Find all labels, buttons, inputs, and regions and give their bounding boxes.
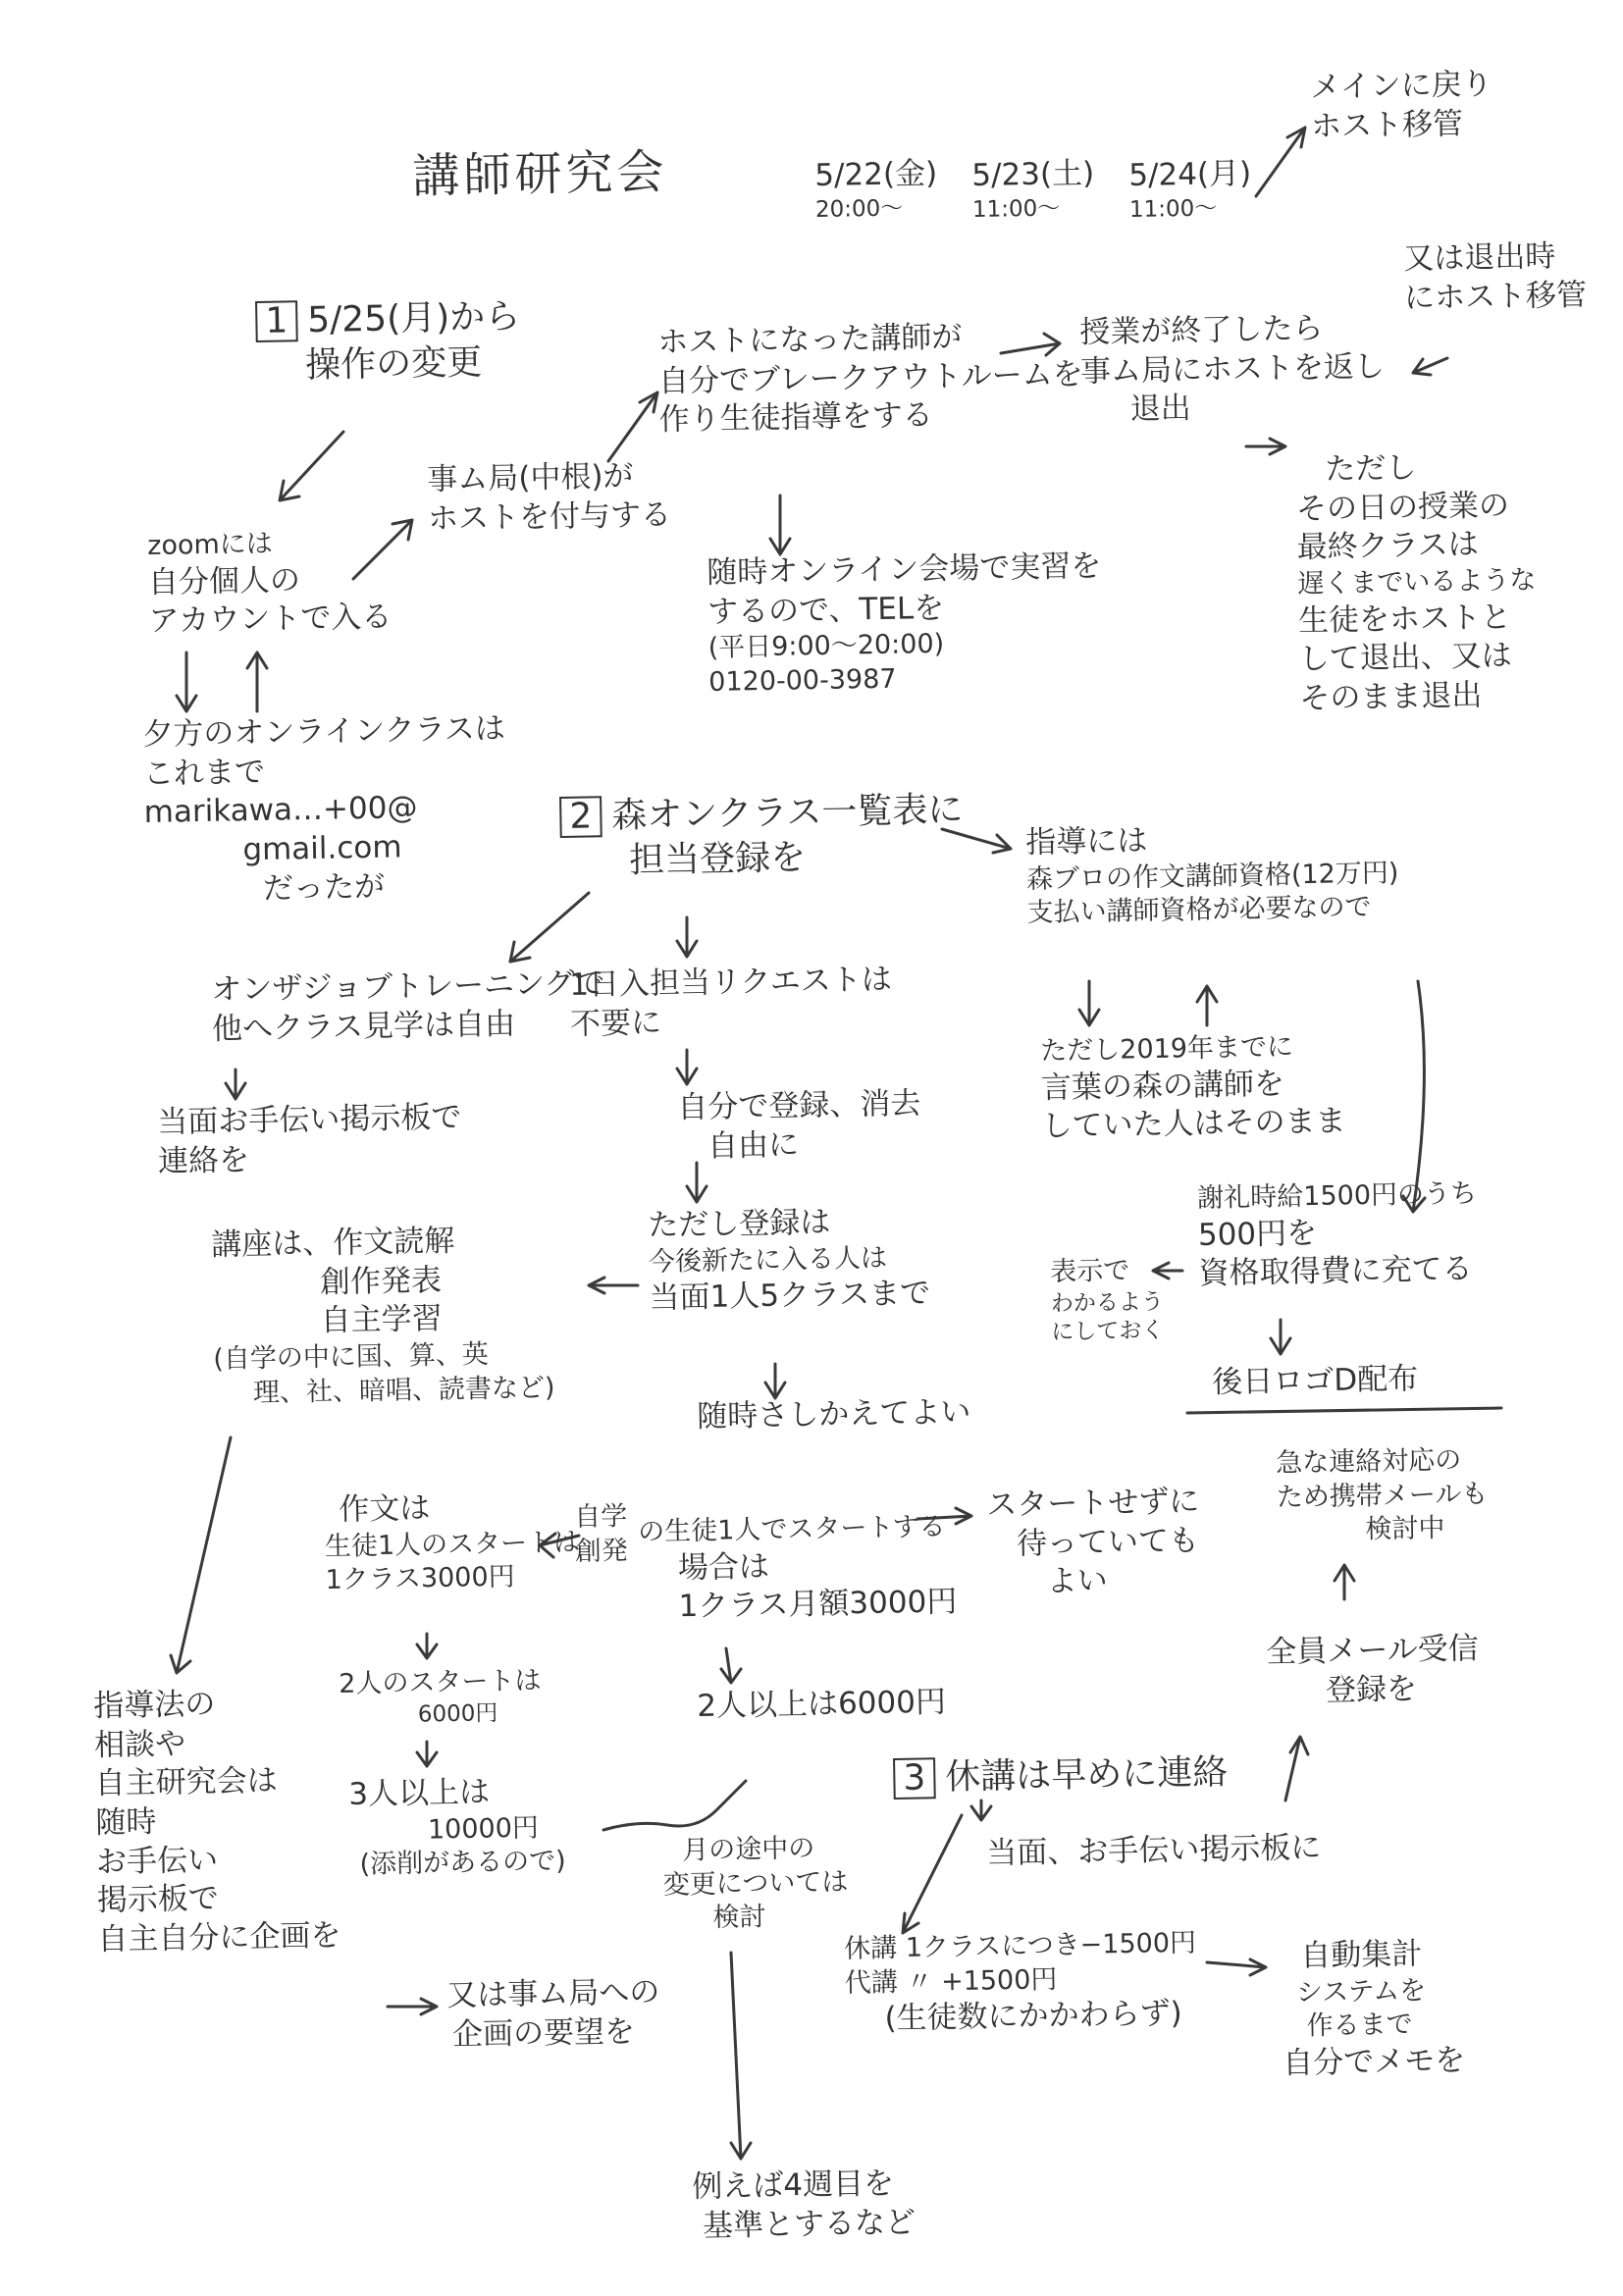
arrow-fee-to-later xyxy=(1271,1320,1290,1354)
note-line: 6000円 xyxy=(417,1699,498,1728)
note-line: にホスト移管 xyxy=(1403,277,1588,316)
note-line: 自分でメモを xyxy=(1282,2042,1466,2081)
note-line: 登録を xyxy=(1325,1670,1418,1708)
courses-note xyxy=(211,1221,555,1411)
note-line: 企画の要望を xyxy=(451,2013,636,2053)
office-host-note xyxy=(427,457,671,540)
note-line: 退出 xyxy=(1129,391,1192,428)
note-line: 指導には xyxy=(1025,822,1148,861)
last-class-note xyxy=(1295,447,1539,719)
note-line: (生徒数にかかわらず) xyxy=(884,1996,1182,2037)
page-title-text: 講師研究会 xyxy=(412,144,668,204)
note-line: わかるよう xyxy=(1050,1288,1165,1317)
before-2019-note xyxy=(1040,1030,1346,1147)
note-line: 自動集計 xyxy=(1300,1936,1423,1974)
arrow-qual-to-fee xyxy=(1403,981,1425,1212)
heading-line: 担当登録を xyxy=(628,837,807,881)
note-line: ため携帯メールも xyxy=(1276,1478,1489,1513)
note-line: 森ブロの作文講師資格(12万円) xyxy=(1025,858,1399,895)
arrow-kyuko-to-auto xyxy=(1207,1959,1266,1975)
note-line: 後日ロゴD配布 xyxy=(1212,1361,1419,1400)
schedule-time: 11:00〜 xyxy=(971,195,1061,223)
note-line: ただし2019年までに xyxy=(1040,1031,1294,1067)
note-line: 又は退出時 xyxy=(1403,238,1556,277)
note-line: 講座は、作文読解 xyxy=(211,1223,455,1263)
display-note xyxy=(1050,1254,1165,1347)
arrow-zoom-to-evening xyxy=(177,652,196,711)
note-line: 事ム局にホストを返し xyxy=(1079,348,1386,390)
note-line: 自学 xyxy=(574,1501,628,1533)
note-line: 例えば4週目を xyxy=(692,2166,895,2205)
note-line: 自分で登録、消去 xyxy=(677,1085,921,1125)
note-line: (自学の中に国、算、英 xyxy=(213,1339,490,1375)
note-line: 連絡を xyxy=(157,1142,250,1179)
host-teacher-note xyxy=(657,316,1084,441)
evening-class-note xyxy=(142,710,508,912)
note-line: 急な連絡対応の xyxy=(1276,1444,1462,1479)
arrow-s2-to-ojt xyxy=(510,893,589,962)
note-line: 随時 xyxy=(95,1803,157,1841)
two-plus-fee-note xyxy=(697,1684,946,1727)
note-line: 作文は xyxy=(339,1490,431,1528)
note-line: よい xyxy=(1046,1563,1109,1600)
section-1-heading xyxy=(255,294,521,390)
arrow-evening-to-zoom xyxy=(247,652,267,711)
heading-line: 操作の変更 xyxy=(304,342,483,387)
note-line: 0120-00-3987 xyxy=(708,663,897,698)
note-line: 当面1人5クラスまで xyxy=(649,1276,931,1317)
note-line: 今後新たに入る人は xyxy=(648,1242,888,1278)
arrow-s3-to-board xyxy=(971,1800,991,1820)
ojt-note xyxy=(211,965,605,1049)
section-number: 1 xyxy=(255,300,298,342)
note-line: 掲示板で xyxy=(96,1881,220,1919)
note-line: 指導法の xyxy=(93,1686,216,1724)
note-line: 生徒1人のスタートは xyxy=(324,1527,581,1562)
note-line: 自分個人の xyxy=(147,561,301,600)
note-line: 遅くまでいるような xyxy=(1297,564,1537,600)
note-line: 代講 〃 +1500円 xyxy=(844,1963,1058,1999)
note-line: 資格取得費に充てる xyxy=(1198,1251,1473,1292)
section-number: 2 xyxy=(559,796,602,838)
no-request-note xyxy=(569,961,893,1044)
three-plus-fee-note xyxy=(348,1772,566,1883)
schedule-day: 5/22(金) xyxy=(814,155,938,193)
note-line: 支払い講師資格が必要なので xyxy=(1026,892,1372,929)
note-line: marikawa…+00@ xyxy=(143,790,418,831)
auto-tally-note xyxy=(1281,1935,1466,2084)
arrow-2019-to-qual xyxy=(1197,986,1217,1025)
note-line: スタートせずに xyxy=(986,1484,1200,1523)
arrow-courses-down xyxy=(171,1437,231,1673)
note-line: 2人以上は6000円 xyxy=(697,1684,947,1724)
note-line: 検討 xyxy=(712,1902,766,1934)
note-line: 自主研究会は xyxy=(94,1763,279,1802)
note-line: 1クラス月額3000円 xyxy=(678,1584,958,1625)
arrow-student-to-twoplus xyxy=(721,1648,741,1683)
note-line: 理、社、暗唱、読書など) xyxy=(252,1372,555,1408)
note-line: 変更については xyxy=(662,1866,849,1901)
note-line: 随時さしかえてよい xyxy=(697,1394,971,1435)
note-line: 又は事ム局への xyxy=(446,1974,660,2013)
urgent-contact-note xyxy=(1276,1443,1489,1548)
arrow-office-to-teacher xyxy=(608,392,657,461)
note-line: 生徒をホストと xyxy=(1297,599,1512,639)
arrow-self-to-limit xyxy=(687,1163,707,1202)
note-line: ホストを付与する xyxy=(427,496,672,537)
schedule-day: 5/24(月) xyxy=(1128,155,1252,193)
note-line: にしておく xyxy=(1051,1317,1165,1345)
schedule-day: 5/23(土) xyxy=(971,155,1095,193)
note-line: して退出、又は xyxy=(1298,638,1512,678)
note-line: アカウントで入る xyxy=(148,599,393,640)
note-line: 場合は xyxy=(677,1548,770,1586)
note-line: その日の授業の xyxy=(1295,487,1510,527)
note-line: していた人はそのまま xyxy=(1041,1103,1346,1145)
fee-allocation-note xyxy=(1197,1177,1479,1294)
note-line: 相談や xyxy=(93,1726,186,1763)
arrow-s1-to-zoom xyxy=(280,432,343,500)
note-line: 待っていても xyxy=(1016,1522,1200,1562)
note-line: 表示で xyxy=(1050,1255,1130,1287)
note-line: 500円を xyxy=(1197,1215,1318,1253)
note-line: オンザジョブトレーニングで xyxy=(211,965,605,1008)
note-line: お手伝い xyxy=(95,1842,219,1880)
heading-line: 森オンクラス一覧表に xyxy=(610,789,964,837)
note-line: gmail.com xyxy=(242,829,402,868)
note-line: 10000円 xyxy=(427,1812,540,1846)
jigaku-sohatsu-label xyxy=(574,1500,628,1569)
note-line: 1日入担当リクエストは xyxy=(569,962,893,1003)
note-line: ホスト移管 xyxy=(1310,105,1464,144)
arrow-s3-to-mail xyxy=(1285,1737,1308,1800)
arrow-ojt-to-board xyxy=(226,1070,245,1099)
schedule-time: 20:00〜 xyxy=(814,195,904,223)
note-line: 月の途中の xyxy=(682,1833,815,1866)
note-line: 夕方のオンラインクラスは xyxy=(142,710,506,753)
wavy-line xyxy=(603,1781,746,1830)
consult-study-note xyxy=(93,1684,341,1960)
note-line: 自由に xyxy=(707,1126,800,1165)
note-line: 休講 1クラスにつき−1500円 xyxy=(844,1927,1197,1964)
section-3-heading xyxy=(893,1750,1229,1801)
arrow-teacher-to-practice xyxy=(770,496,790,554)
separator-line xyxy=(1187,1408,1501,1413)
self-registration-note xyxy=(677,1085,921,1168)
one-student-fee-note xyxy=(638,1510,958,1628)
note-line: 基準とするなど xyxy=(702,2204,916,2244)
sakubun-fee-note xyxy=(324,1487,581,1597)
note-line: 検討中 xyxy=(1365,1513,1445,1545)
arrow-norequest-to-self xyxy=(677,1050,697,1084)
note-line: (添削があるので) xyxy=(359,1846,566,1881)
note-line: 言葉の森の講師を xyxy=(1040,1066,1285,1106)
registration-limit-note xyxy=(648,1202,930,1319)
note-line: 自主学習 xyxy=(320,1301,443,1339)
note-line: 3人以上は xyxy=(348,1774,491,1812)
practice-tel-note xyxy=(707,548,1104,700)
note-line: 不要に xyxy=(569,1005,662,1042)
arrow-qual-to-2019 xyxy=(1079,981,1099,1025)
note-line: だったが xyxy=(262,868,386,907)
zoom-note xyxy=(147,526,393,642)
arrow-consult-to-request xyxy=(388,1999,437,2014)
section-number: 3 xyxy=(893,1757,936,1800)
note-line: (平日9:00〜20:00) xyxy=(707,629,945,664)
arrow-s2-to-norequest xyxy=(677,917,697,957)
note-line: メインに戻り xyxy=(1310,66,1493,105)
note-line: 最終クラスは xyxy=(1296,527,1480,566)
qualification-note xyxy=(1025,817,1399,930)
arrow-dates-to-host xyxy=(1256,128,1305,196)
heading-line: 5/25(月)から xyxy=(306,296,521,341)
board-contact-note xyxy=(157,1099,462,1182)
arrow-midmonth-to-example xyxy=(731,1953,751,2159)
arrow-sakubun-to-two xyxy=(417,1634,437,1658)
note-line: 創発 xyxy=(574,1535,629,1567)
note-line: これまで xyxy=(142,754,266,792)
note-line: ただし xyxy=(1325,449,1417,488)
note-line: zoomには xyxy=(147,528,274,561)
schedule-time: 11:00〜 xyxy=(1128,195,1218,223)
arrow-exit-to-end xyxy=(1413,358,1447,375)
class-end-note xyxy=(1079,309,1386,431)
logo-distribution-note xyxy=(1212,1360,1419,1402)
anytime-replace-note xyxy=(697,1393,971,1437)
note-line: 随時オンライン会場で実習を xyxy=(707,548,1102,591)
note-line: ホストになった講師が xyxy=(657,319,963,360)
note-line: 授業が終了したら xyxy=(1079,310,1324,350)
note-line: 当面、お手伝い掲示板に xyxy=(986,1830,1322,1871)
note-line: ただし登録は xyxy=(648,1204,831,1243)
midmonth-change-note xyxy=(662,1832,849,1937)
exit-host-note xyxy=(1403,237,1587,319)
section-3-board-note xyxy=(986,1829,1322,1874)
note-line: 事ム局(中根)が xyxy=(427,458,634,497)
note-line: 作るまで xyxy=(1306,2009,1413,2042)
mail-registration-note xyxy=(1266,1630,1480,1711)
note-line: 謝礼時給1500円のうち xyxy=(1197,1178,1478,1214)
note-line: するので、TELを xyxy=(707,590,945,630)
office-request-note xyxy=(446,1973,660,2055)
note-line: 全員メール受信 xyxy=(1266,1631,1480,1670)
arrow-limit-to-anytime xyxy=(765,1364,785,1398)
note-line: システムを xyxy=(1295,1975,1427,2009)
note-line: 他へクラス見学は自由 xyxy=(211,1006,516,1047)
arrow-limit-to-courses xyxy=(589,1278,638,1293)
wait-note xyxy=(986,1483,1201,1603)
arrow-two-to-three xyxy=(417,1742,437,1766)
schedule-date-3 xyxy=(1128,155,1252,225)
kyuko-daiko-note xyxy=(844,1927,1198,2040)
main-host-note xyxy=(1310,66,1493,147)
note-line: の生徒1人でスタートする xyxy=(638,1511,946,1547)
example-basis-note xyxy=(692,2165,916,2246)
note-line: 当面お手伝い掲示板で xyxy=(157,1099,462,1140)
note-line: 1クラス3000円 xyxy=(325,1561,515,1596)
arrow-end-to-last xyxy=(1246,439,1285,454)
schedule-date-1 xyxy=(814,155,938,225)
note-line: 創作発表 xyxy=(319,1262,443,1300)
page-title xyxy=(412,142,668,207)
schedule-date-2 xyxy=(971,155,1095,225)
arrow-s3-to-kyuko xyxy=(903,1815,962,1933)
note-line: 自分でブレークアウトルームを xyxy=(657,356,1084,399)
note-line: そのまま退出 xyxy=(1299,677,1483,716)
section-2-heading xyxy=(559,788,965,885)
heading-line: 休講は早めに連絡 xyxy=(944,1752,1229,1799)
note-line: 作り生徒指導をする xyxy=(658,397,933,439)
two-student-fee-note xyxy=(339,1664,542,1731)
note-line: 自主自分に企画を xyxy=(97,1917,341,1957)
note-line: 2人のスタートは xyxy=(339,1665,542,1699)
arrow-mail-to-urgent xyxy=(1335,1565,1354,1599)
